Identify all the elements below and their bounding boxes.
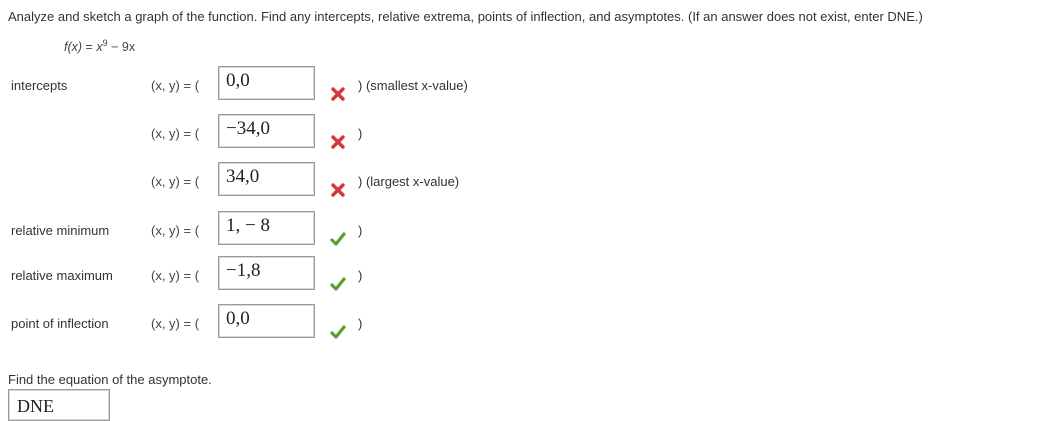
answer-row-intercept-2 [0,114,1061,156]
xy-prefix: (x, y) = ( [151,126,200,141]
function-expression [64,38,135,54]
row-suffix: ) [358,268,363,283]
answer-row-relative-maximum [0,256,1061,298]
function-base: x [96,40,103,55]
function-lhs: f(x) [64,40,83,55]
row-label: point of inflection [11,316,109,331]
xy-prefix: (x, y) = ( [151,174,200,189]
answer-input[interactable]: 34,0 [218,162,315,196]
function-rest: − 9x [111,40,136,55]
xy-prefix: (x, y) = ( [151,223,200,238]
row-suffix: ) [358,126,363,141]
check-mark-icon [330,324,346,340]
row-suffix: ) (smallest x-value) [358,78,468,93]
question-text: Analyze and sketch a graph of the function. Find any intercepts, relative extrema, points of inflection, and asymptotes. (If an answer does not exist, enter DNE.) [8,9,923,24]
x-mark-icon [330,86,346,102]
answer-row-intercept-3 [0,162,1061,204]
answer-row-intercept-1 [0,66,1061,108]
xy-prefix: (x, y) = ( [151,316,200,331]
row-label: relative maximum [11,268,113,283]
answer-input[interactable]: 1, − 8 [218,211,315,245]
xy-prefix: (x, y) = ( [151,78,200,93]
row-label: relative minimum [11,223,110,238]
function-equals: = [85,40,93,55]
answer-input[interactable]: 0,0 [218,66,315,100]
asymptote-question: Find the equation of the asymptote. [8,372,212,387]
answer-input[interactable]: −1,8 [218,256,315,290]
function-exponent: 9 [102,38,108,48]
answer-input[interactable]: 0,0 [218,304,315,338]
check-mark-icon [330,231,346,247]
row-label: intercepts [11,78,68,93]
xy-prefix: (x, y) = ( [151,268,200,283]
answer-row-point-of-inflection [0,304,1061,346]
x-mark-icon [330,134,346,150]
row-suffix: ) (largest x-value) [358,174,460,189]
row-suffix: ) [358,316,363,331]
row-suffix: ) [358,223,363,238]
answer-input[interactable]: −34,0 [218,114,315,148]
check-mark-icon [330,276,346,292]
answer-row-relative-minimum [0,211,1061,253]
asymptote-input[interactable]: DNE [8,389,110,421]
x-mark-icon [330,182,346,198]
